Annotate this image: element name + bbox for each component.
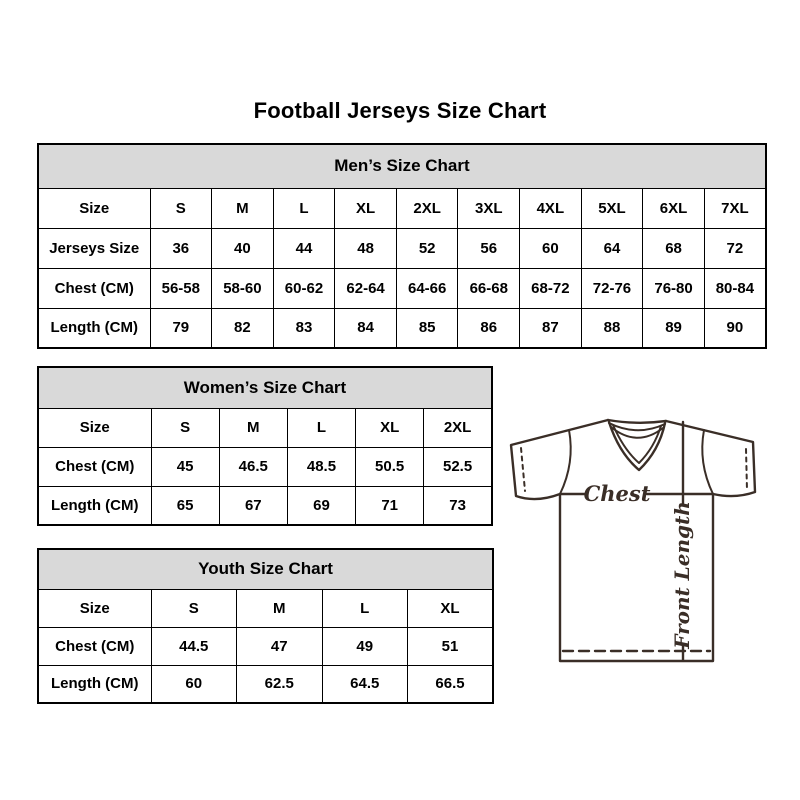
table-title: Women’s Size Chart <box>38 367 492 408</box>
table-cell: 87 <box>520 308 582 348</box>
table-cell: 50.5 <box>356 447 424 486</box>
row-label: Chest (CM) <box>38 268 150 308</box>
table-cell: 68-72 <box>520 268 582 308</box>
table-title: Men’s Size Chart <box>38 144 766 188</box>
table-cell: 65 <box>151 486 219 525</box>
table-cell: 60 <box>520 228 582 268</box>
mens-size-table <box>37 143 767 349</box>
table-row <box>38 589 493 627</box>
table-cell: 71 <box>356 486 424 525</box>
table-cell: 64.5 <box>322 665 408 703</box>
table-cell: 60-62 <box>273 268 335 308</box>
right-cuff-stitch-line <box>746 449 747 490</box>
table-cell: 86 <box>458 308 520 348</box>
table-row <box>38 627 493 665</box>
table-cell: 66-68 <box>458 268 520 308</box>
table-cell: 36 <box>150 228 212 268</box>
table-row <box>38 188 766 228</box>
row-label: Jerseys Size <box>38 228 150 268</box>
jersey-left-armhole-seam <box>560 430 571 494</box>
table-row <box>38 408 492 447</box>
row-label: Length (CM) <box>38 308 150 348</box>
table-cell: 76-80 <box>643 268 705 308</box>
table-header-row <box>38 367 492 408</box>
table-title: Youth Size Chart <box>38 549 493 589</box>
table-cell: 47 <box>237 627 323 665</box>
table-row <box>38 665 493 703</box>
table-cell: 2XL <box>424 408 492 447</box>
table-cell: L <box>287 408 355 447</box>
table-cell: 44 <box>273 228 335 268</box>
table-cell: 58-60 <box>212 268 274 308</box>
table-cell: 52 <box>396 228 458 268</box>
row-label: Size <box>38 589 151 627</box>
row-label: Size <box>38 408 151 447</box>
table-row <box>38 308 766 348</box>
row-label: Size <box>38 188 150 228</box>
table-cell: 40 <box>212 228 274 268</box>
table-cell: M <box>212 188 274 228</box>
table-header-row <box>38 549 493 589</box>
table-cell: 56 <box>458 228 520 268</box>
table-cell: XL <box>335 188 397 228</box>
table-row <box>38 228 766 268</box>
youth-size-table <box>37 548 494 704</box>
table-cell: XL <box>356 408 424 447</box>
table-cell: 68 <box>643 228 705 268</box>
table-cell: 89 <box>643 308 705 348</box>
table-cell: 72 <box>704 228 766 268</box>
jersey-collar-band-1 <box>609 423 665 430</box>
table-cell: 69 <box>287 486 355 525</box>
table-cell: 62.5 <box>237 665 323 703</box>
row-label: Chest (CM) <box>38 627 151 665</box>
left-cuff-stitch-line <box>521 448 525 491</box>
table-cell: 48 <box>335 228 397 268</box>
table-cell: 79 <box>150 308 212 348</box>
table-cell: L <box>273 188 335 228</box>
front-length-label: Front Length <box>670 501 694 649</box>
jersey-right-sleeve <box>666 421 755 496</box>
table-cell: 83 <box>273 308 335 348</box>
row-label: Length (CM) <box>38 486 151 525</box>
jersey-right-armhole-seam <box>702 430 713 494</box>
table-row <box>38 268 766 308</box>
table-cell: 2XL <box>396 188 458 228</box>
table-cell: 80-84 <box>704 268 766 308</box>
table <box>37 143 767 349</box>
table-cell: 64-66 <box>396 268 458 308</box>
table-cell: 5XL <box>581 188 643 228</box>
table-cell: 6XL <box>643 188 705 228</box>
table-cell: 56-58 <box>150 268 212 308</box>
table-cell: 72-76 <box>581 268 643 308</box>
table-cell: S <box>150 188 212 228</box>
table-cell: 88 <box>581 308 643 348</box>
table-cell: 90 <box>704 308 766 348</box>
table-cell: 7XL <box>704 188 766 228</box>
table-cell: 45 <box>151 447 219 486</box>
table-cell: 82 <box>212 308 274 348</box>
table-row <box>38 447 492 486</box>
row-label: Length (CM) <box>38 665 151 703</box>
table-cell: 85 <box>396 308 458 348</box>
table-cell: M <box>237 589 323 627</box>
table-cell: S <box>151 408 219 447</box>
table-cell: 48.5 <box>287 447 355 486</box>
row-label: Chest (CM) <box>38 447 151 486</box>
table-cell: 62-64 <box>335 268 397 308</box>
table-cell: 49 <box>322 627 408 665</box>
table-cell: L <box>322 589 408 627</box>
table-cell: 4XL <box>520 188 582 228</box>
table-cell: M <box>219 408 287 447</box>
page-title: Football Jerseys Size Chart <box>253 98 547 123</box>
jersey-vneck-outer <box>609 422 665 470</box>
table <box>37 366 493 526</box>
table-cell: 73 <box>424 486 492 525</box>
table-cell: 64 <box>581 228 643 268</box>
table-row <box>38 486 492 525</box>
table <box>37 548 494 704</box>
jersey-measurement-diagram <box>503 403 773 673</box>
table-cell: 60 <box>151 665 237 703</box>
chest-label: Chest <box>583 481 651 506</box>
womens-size-table <box>37 366 493 526</box>
table-cell: 84 <box>335 308 397 348</box>
table-cell: S <box>151 589 237 627</box>
jersey-collar-top <box>608 420 666 423</box>
table-cell: 44.5 <box>151 627 237 665</box>
table-cell: XL <box>408 589 494 627</box>
table-cell: 67 <box>219 486 287 525</box>
table-cell: 51 <box>408 627 494 665</box>
table-cell: 3XL <box>458 188 520 228</box>
table-cell: 66.5 <box>408 665 494 703</box>
table-cell: 46.5 <box>219 447 287 486</box>
table-cell: 52.5 <box>424 447 492 486</box>
table-header-row <box>38 144 766 188</box>
